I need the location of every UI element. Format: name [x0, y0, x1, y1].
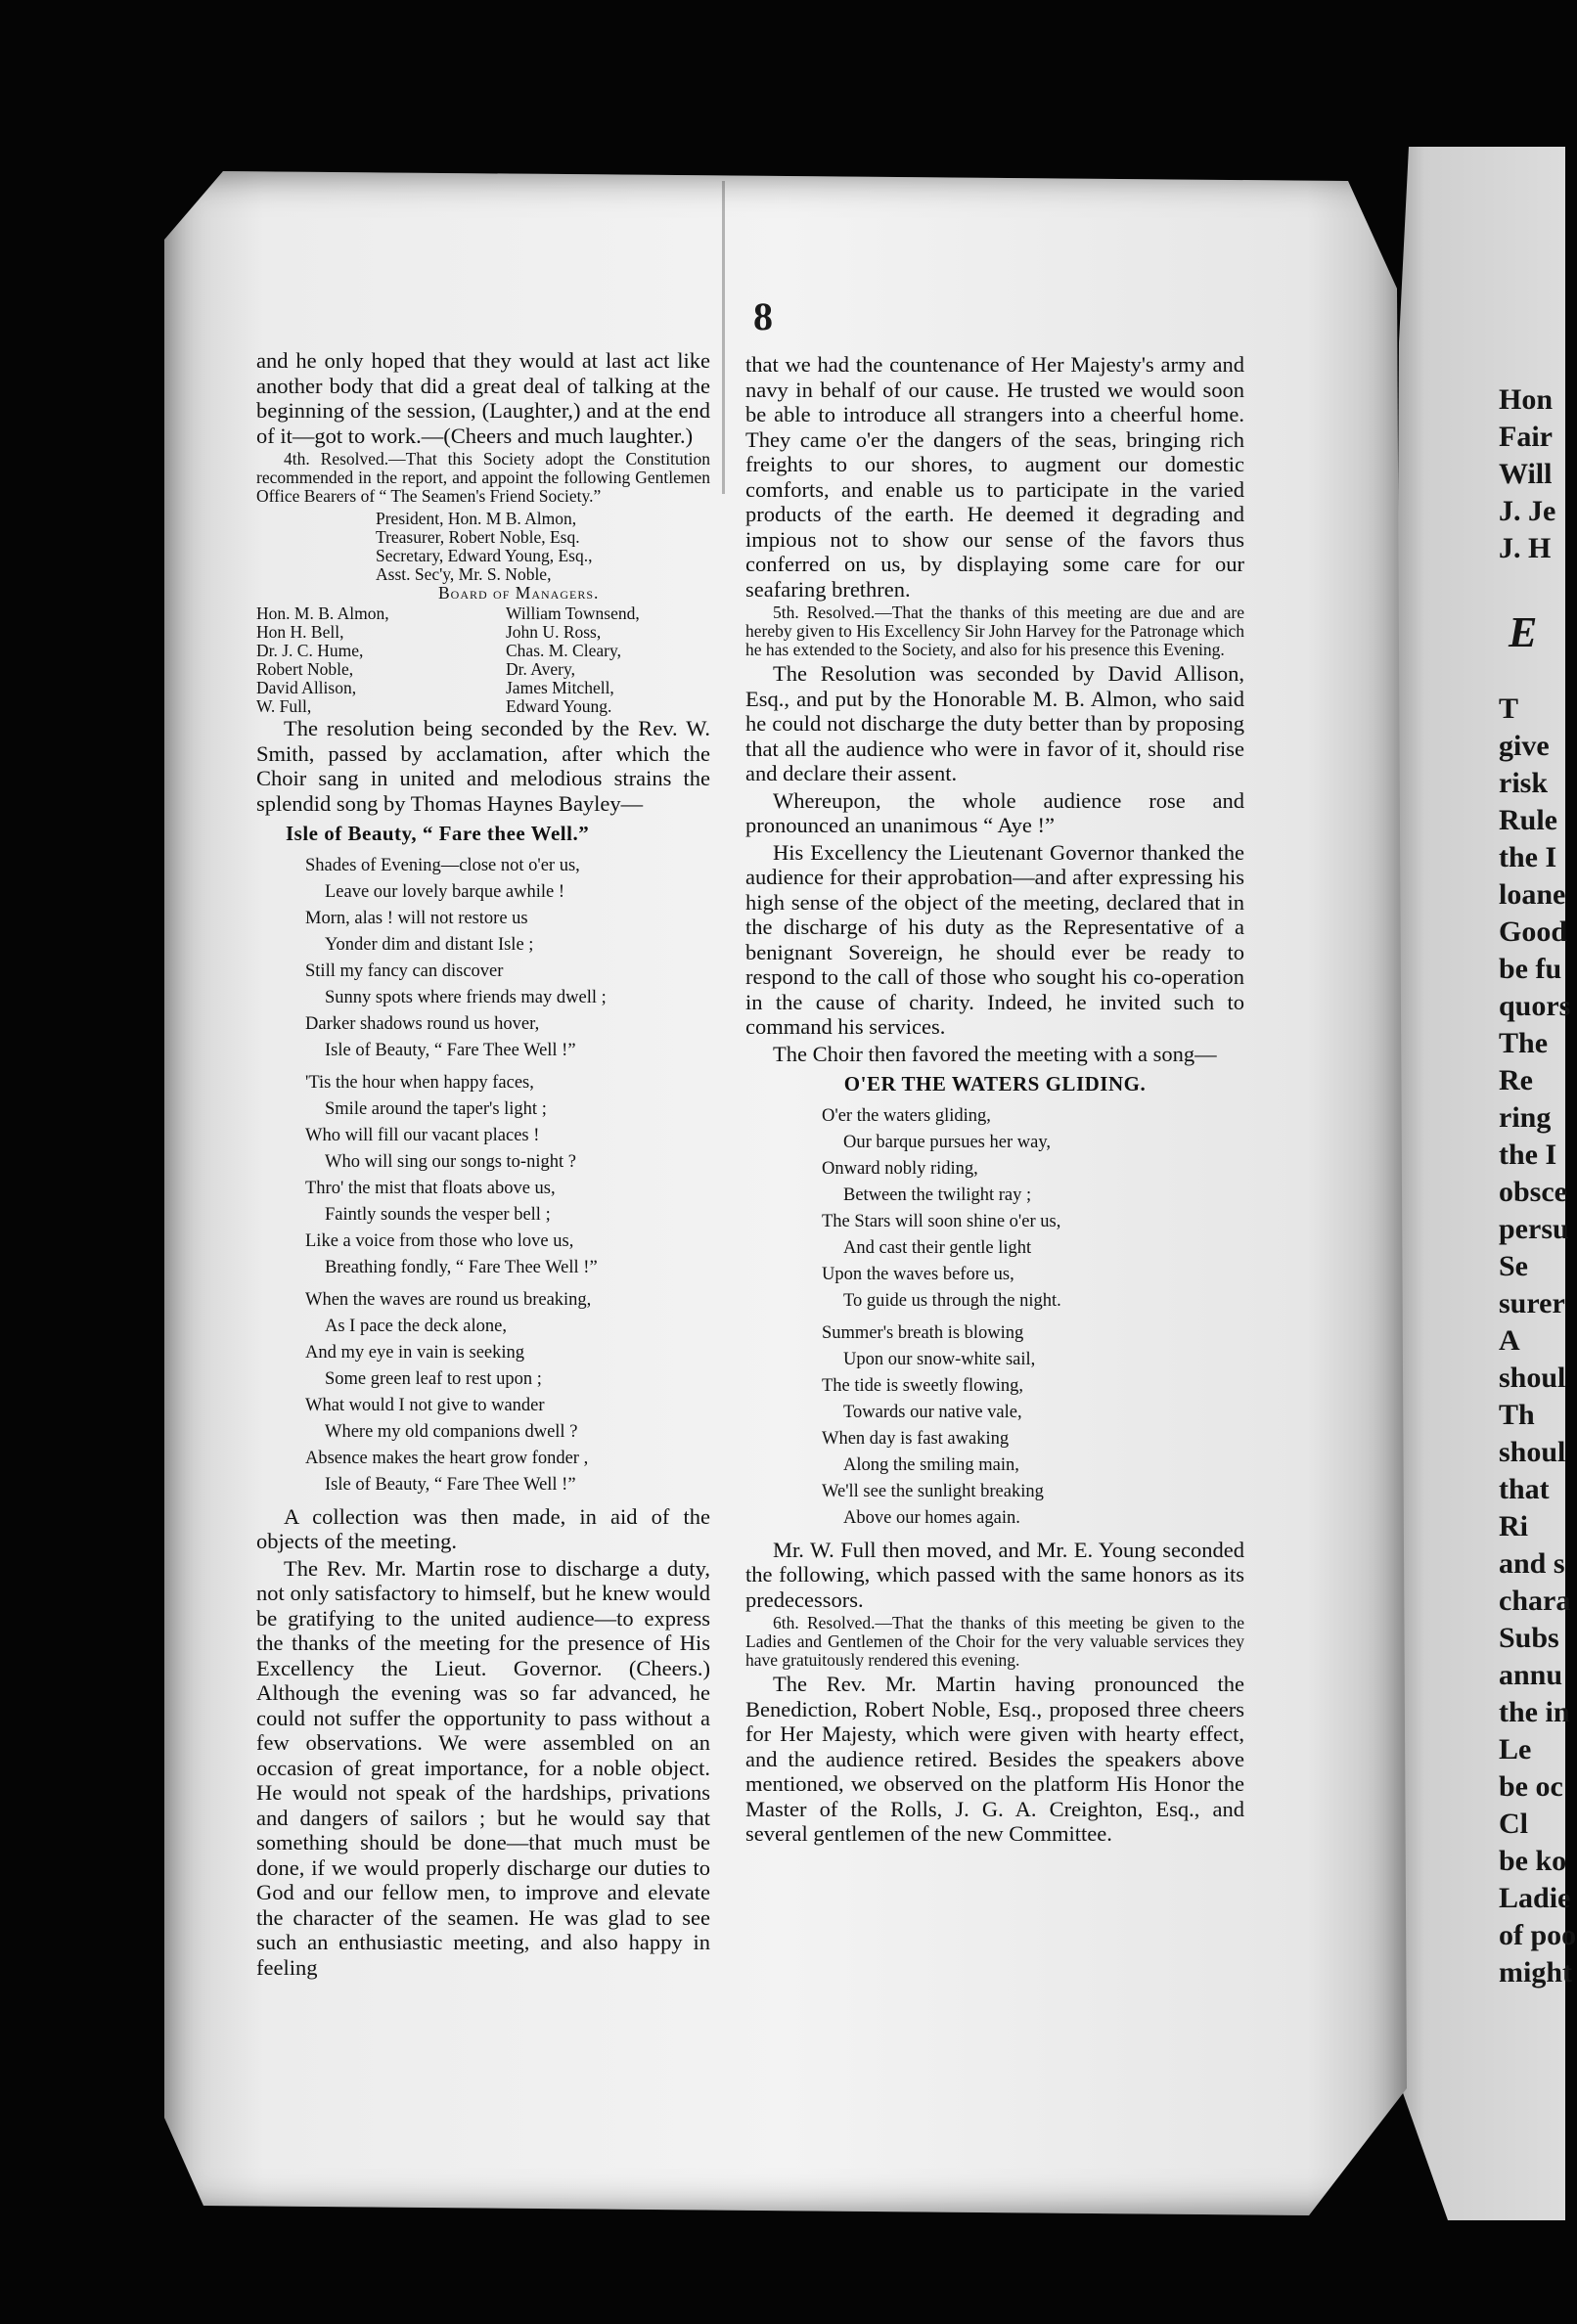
- fragment-line: might: [1499, 1956, 1572, 1989]
- board-member: David Allison,: [256, 678, 357, 697]
- verse-line: When day is fast awaking: [822, 1428, 1010, 1449]
- fragment-line: and s: [1499, 1547, 1565, 1580]
- resolution-5: 5th. Resolved.—That the thanks of this meeting are due and are hereby given to His Excellency Sir John Harvey for the Patronage which he has extended to the Society, and also for his presence this Evening.: [745, 603, 1244, 659]
- verse-line: Absence makes the heart grow fonder ,: [305, 1448, 589, 1468]
- board-member: Chas. M. Cleary,: [506, 641, 621, 660]
- board-member: Dr. J. C. Hume,: [256, 641, 364, 660]
- resolution-6: 6th. Resolved.—That the thanks of this meeting be given to the Ladies and Gentlemen of the Choir for the very valuable services they have gratuitously rendered this evening.: [745, 1613, 1244, 1670]
- officer-line: Treasurer, Robert Noble, Esq.: [376, 527, 580, 547]
- stanza: [256, 1070, 710, 1281]
- verse-line: To guide us through the night.: [843, 1290, 1061, 1311]
- verse-line: Sunny spots where friends may dwell ;: [325, 987, 607, 1007]
- fragment-line: The: [1499, 1027, 1549, 1059]
- office-bearers-list: [256, 510, 710, 603]
- paper-crease: [722, 181, 725, 494]
- fragment-line: Th: [1499, 1399, 1535, 1431]
- board-column-left: [256, 604, 506, 716]
- fragment-line: of poo: [1499, 1919, 1577, 1951]
- fragment-line: persu: [1499, 1213, 1569, 1245]
- fragment-line: Fair: [1499, 421, 1553, 453]
- verse-line: Thro' the mist that floats above us,: [305, 1178, 556, 1198]
- fragment-line: ring: [1499, 1101, 1552, 1134]
- paragraph: The Rev. Mr. Martin having pronounced the Benediction, Robert Noble, Esq., proposed three cheers for Her Majesty, which were given with hearty effect, and the audience retired. Besides the speakers above mentioned, we observed on the platform His Honor the Master of the Rolls, J. G. A. Creighton, Esq., and several gentlemen of the new Committee.: [745, 1672, 1244, 1846]
- song-title: Isle of Beauty, “ Fare thee Well.”: [286, 822, 590, 845]
- paragraph: that we had the countenance of Her Majesty's army and navy in behalf of our cause. He trusted we would soon be able to introduce all strangers into a cheerful home. They came o'er the dangers of the seas, bringing rich freights to our shores, to augment our domestic comforts, and enable us to participate in the varied products of the earth. He deemed it degrading and impious not to show our sense of the favors thus conferred on us, by displaying some care for our seafaring brethren.: [745, 352, 1244, 602]
- fragment-line: Good: [1499, 916, 1568, 948]
- stanza: [256, 853, 710, 1064]
- verse-line: Upon the waves before us,: [822, 1264, 1014, 1284]
- song-title: O'ER THE WATERS GLIDING.: [843, 1072, 1147, 1095]
- fragment-line: Ladie: [1499, 1882, 1571, 1914]
- fragment-line: shoul: [1499, 1362, 1566, 1394]
- paragraph: The Choir then favored the meeting with a song—: [773, 1041, 1217, 1066]
- right-column: [745, 352, 1244, 1849]
- fragment-line: Subs: [1499, 1622, 1559, 1654]
- verse-line: Faintly sounds the vesper bell ;: [325, 1204, 551, 1225]
- verse-line: The tide is sweetly flowing,: [822, 1375, 1024, 1396]
- verse-line: Isle of Beauty, “ Fare Thee Well !”: [325, 1040, 576, 1060]
- verse-line: And my eye in vain is seeking: [305, 1342, 525, 1363]
- verse-line: Between the twilight ray ;: [843, 1184, 1032, 1205]
- fragment-line: surer: [1499, 1287, 1565, 1319]
- verse-line: As I pace the deck alone,: [325, 1316, 507, 1336]
- fragment-line: Le: [1499, 1733, 1532, 1765]
- verse-line: Who will sing our songs to-night ?: [325, 1151, 576, 1172]
- song-verses: [745, 1103, 1244, 1532]
- board-of-managers: [256, 604, 710, 716]
- fragment-line: J. H: [1499, 532, 1552, 564]
- board-member: Edward Young.: [506, 696, 612, 716]
- fragment-line: A: [1499, 1324, 1520, 1357]
- verse-line: 'Tis the hour when happy faces,: [305, 1072, 534, 1093]
- fragment-line: quors: [1499, 990, 1571, 1022]
- board-member: W. Full,: [256, 696, 312, 716]
- fragment-line: Will: [1499, 458, 1553, 490]
- verse-line: Some green leaf to rest upon ;: [325, 1368, 542, 1389]
- fragment-line: the I: [1499, 841, 1557, 873]
- fragment-line: Ri: [1499, 1510, 1528, 1542]
- resolution-4: 4th. Resolved.—That this Society adopt the Constitution recommended in the report, and appoint the following Gentlemen Office Bearers of “ The Seamen's Friend Society.”: [256, 449, 710, 506]
- fragment-line: chara: [1499, 1585, 1571, 1617]
- verse-line: Still my fancy can discover: [305, 961, 504, 981]
- fragment-line: J. Je: [1499, 495, 1556, 527]
- paragraph: A collection was then made, in aid of the objects of the meeting.: [256, 1503, 710, 1553]
- board-member: Robert Noble,: [256, 659, 354, 679]
- left-column: [256, 348, 710, 1982]
- verse-line: Our barque pursues her way,: [843, 1132, 1051, 1152]
- fragment-line: Cl: [1499, 1808, 1528, 1840]
- board-member: Hon. M. B. Almon,: [256, 603, 389, 623]
- verse-line: When the waves are round us breaking,: [305, 1289, 592, 1310]
- verse-line: Along the smiling main,: [843, 1454, 1019, 1475]
- officer-line: Secretary, Edward Young, Esq.,: [376, 546, 593, 565]
- song-verses: [256, 853, 710, 1498]
- board-member: Hon H. Bell,: [256, 622, 344, 642]
- paragraph: The Resolution was seconded by David Allison, Esq., and put by the Honorable M. B. Almon, who said he could not discharge the duty better than by proposing that all the audience who were in favor of it, should rise and declare their assent.: [745, 661, 1244, 785]
- fragment-line: risk: [1499, 767, 1549, 799]
- board-member: John U. Ross,: [506, 622, 602, 642]
- fragment-initial: E: [1509, 608, 1538, 656]
- verse-line: And cast their gentle light: [843, 1237, 1032, 1258]
- next-page-fragment-text: [1499, 381, 1577, 1991]
- verse-line: Like a voice from those who love us,: [305, 1230, 574, 1251]
- verse-line: Leave our lovely barque awhile !: [325, 881, 565, 902]
- verse-line: Breathing fondly, “ Fare Thee Well !”: [325, 1257, 598, 1277]
- verse-line: The Stars will soon shine o'er us,: [822, 1211, 1061, 1231]
- board-member: James Mitchell,: [506, 678, 614, 697]
- verse-line: Summer's breath is blowing: [822, 1322, 1024, 1343]
- paragraph: The resolution being seconded by the Rev. W. Smith, passed by acclamation, after which the Choir sang in united and melodious strains the splendid song by Thomas Haynes Bayley—: [256, 716, 710, 816]
- fragment-line: T: [1499, 693, 1519, 725]
- fragment-line: loane: [1499, 878, 1566, 911]
- stanza: [256, 1287, 710, 1498]
- fragment-line: be ko: [1499, 1845, 1567, 1877]
- board-column-right: [506, 604, 710, 716]
- verse-line: We'll see the sunlight breaking: [822, 1481, 1044, 1501]
- officer-line: President, Hon. M B. Almon,: [376, 509, 577, 528]
- verse-line: Who will fill our vacant places !: [305, 1125, 540, 1145]
- verse-line: Upon our snow-white sail,: [843, 1349, 1036, 1369]
- verse-line: Isle of Beauty, “ Fare Thee Well !”: [325, 1474, 576, 1495]
- paragraph: and he only hoped that they would at last act like another body that did a great deal of talking at the beginning of the session, (Laughter,) and at the end of it—got to work.—(Cheers and much laughter.): [256, 348, 710, 448]
- fragment-line: the I: [1499, 1139, 1557, 1171]
- stanza: [745, 1320, 1244, 1532]
- verse-line: Onward nobly riding,: [822, 1158, 978, 1179]
- verse-line: Towards our native vale,: [843, 1402, 1022, 1422]
- fragment-line: Re: [1499, 1064, 1533, 1096]
- fragment-line: Rule: [1499, 804, 1557, 836]
- board-member: William Townsend,: [506, 603, 640, 623]
- verse-line: Shades of Evening—close not o'er us,: [305, 855, 580, 875]
- fragment-line: annu: [1499, 1659, 1563, 1691]
- fragment-line: be fu: [1499, 953, 1562, 985]
- verse-line: Above our homes again.: [843, 1507, 1020, 1528]
- fragment-line: give: [1499, 730, 1550, 762]
- paragraph: Whereupon, the whole audience rose and pronounced an unanimous “ Aye !”: [745, 787, 1244, 837]
- verse-line: Yonder dim and distant Isle ;: [325, 934, 534, 955]
- board-member: Dr. Avery,: [506, 659, 575, 679]
- verse-line: Smile around the taper's light ;: [325, 1098, 547, 1119]
- fragment-line: the in: [1499, 1696, 1570, 1728]
- fragment-line: Hon: [1499, 383, 1554, 416]
- paragraph: The Rev. Mr. Martin rose to discharge a duty, not only satisfactory to himself, but he knew would be gratifying to the united audience—to express the thanks of the meeting for the presence of His Excellency the Lieut. Governor. (Cheers.) Although the evening was so far advanced, he could not suffer the opportunity to pass without a few observations. We were assembled on an occasion of great importance, for a noble object. He would not speak of the hardships, privations and dangers of sailors ; but he would say that something should be done—that much must be done, if we would properly discharge our duties to God and our fellow men, to improve and elevate the character of the seamen. He was glad to see such an enthusiastic meeting, and also happy in feeling: [256, 1555, 710, 1980]
- fragment-line: Se: [1499, 1250, 1528, 1282]
- fragment-line: obsce: [1499, 1176, 1567, 1208]
- paragraph: Mr. W. Full then moved, and Mr. E. Young seconded the following, which passed with the same honors as its predecessors.: [745, 1537, 1244, 1612]
- paragraph: His Excellency the Lieutenant Governor thanked the audience for their approbation—and after expressing his high sense of the object of the meeting, declared that in the discharge of his duty as the Representative of a benignant Sovereign, he should ever be ready to respond to the call of those who sought his co-operation in the cause of charity. Indeed, he invited such to command his services.: [745, 839, 1244, 1039]
- verse-line: Where my old companions dwell ?: [325, 1421, 578, 1442]
- stanza: [745, 1103, 1244, 1315]
- verse-line: Darker shadows round us hover,: [305, 1013, 540, 1034]
- page-number: 8: [753, 294, 773, 338]
- verse-line: What would I not give to wander: [305, 1395, 545, 1415]
- fragment-line: be oc: [1499, 1770, 1563, 1803]
- fragment-line: shoul: [1499, 1436, 1566, 1468]
- spacer: [1499, 567, 1577, 604]
- board-heading: Board of Managers.: [438, 583, 600, 603]
- verse-line: O'er the waters gliding,: [822, 1105, 991, 1126]
- verse-line: Morn, alas ! will not restore us: [305, 908, 528, 928]
- officer-line: Asst. Sec'y, Mr. S. Noble,: [376, 564, 552, 584]
- fragment-line: that: [1499, 1473, 1550, 1505]
